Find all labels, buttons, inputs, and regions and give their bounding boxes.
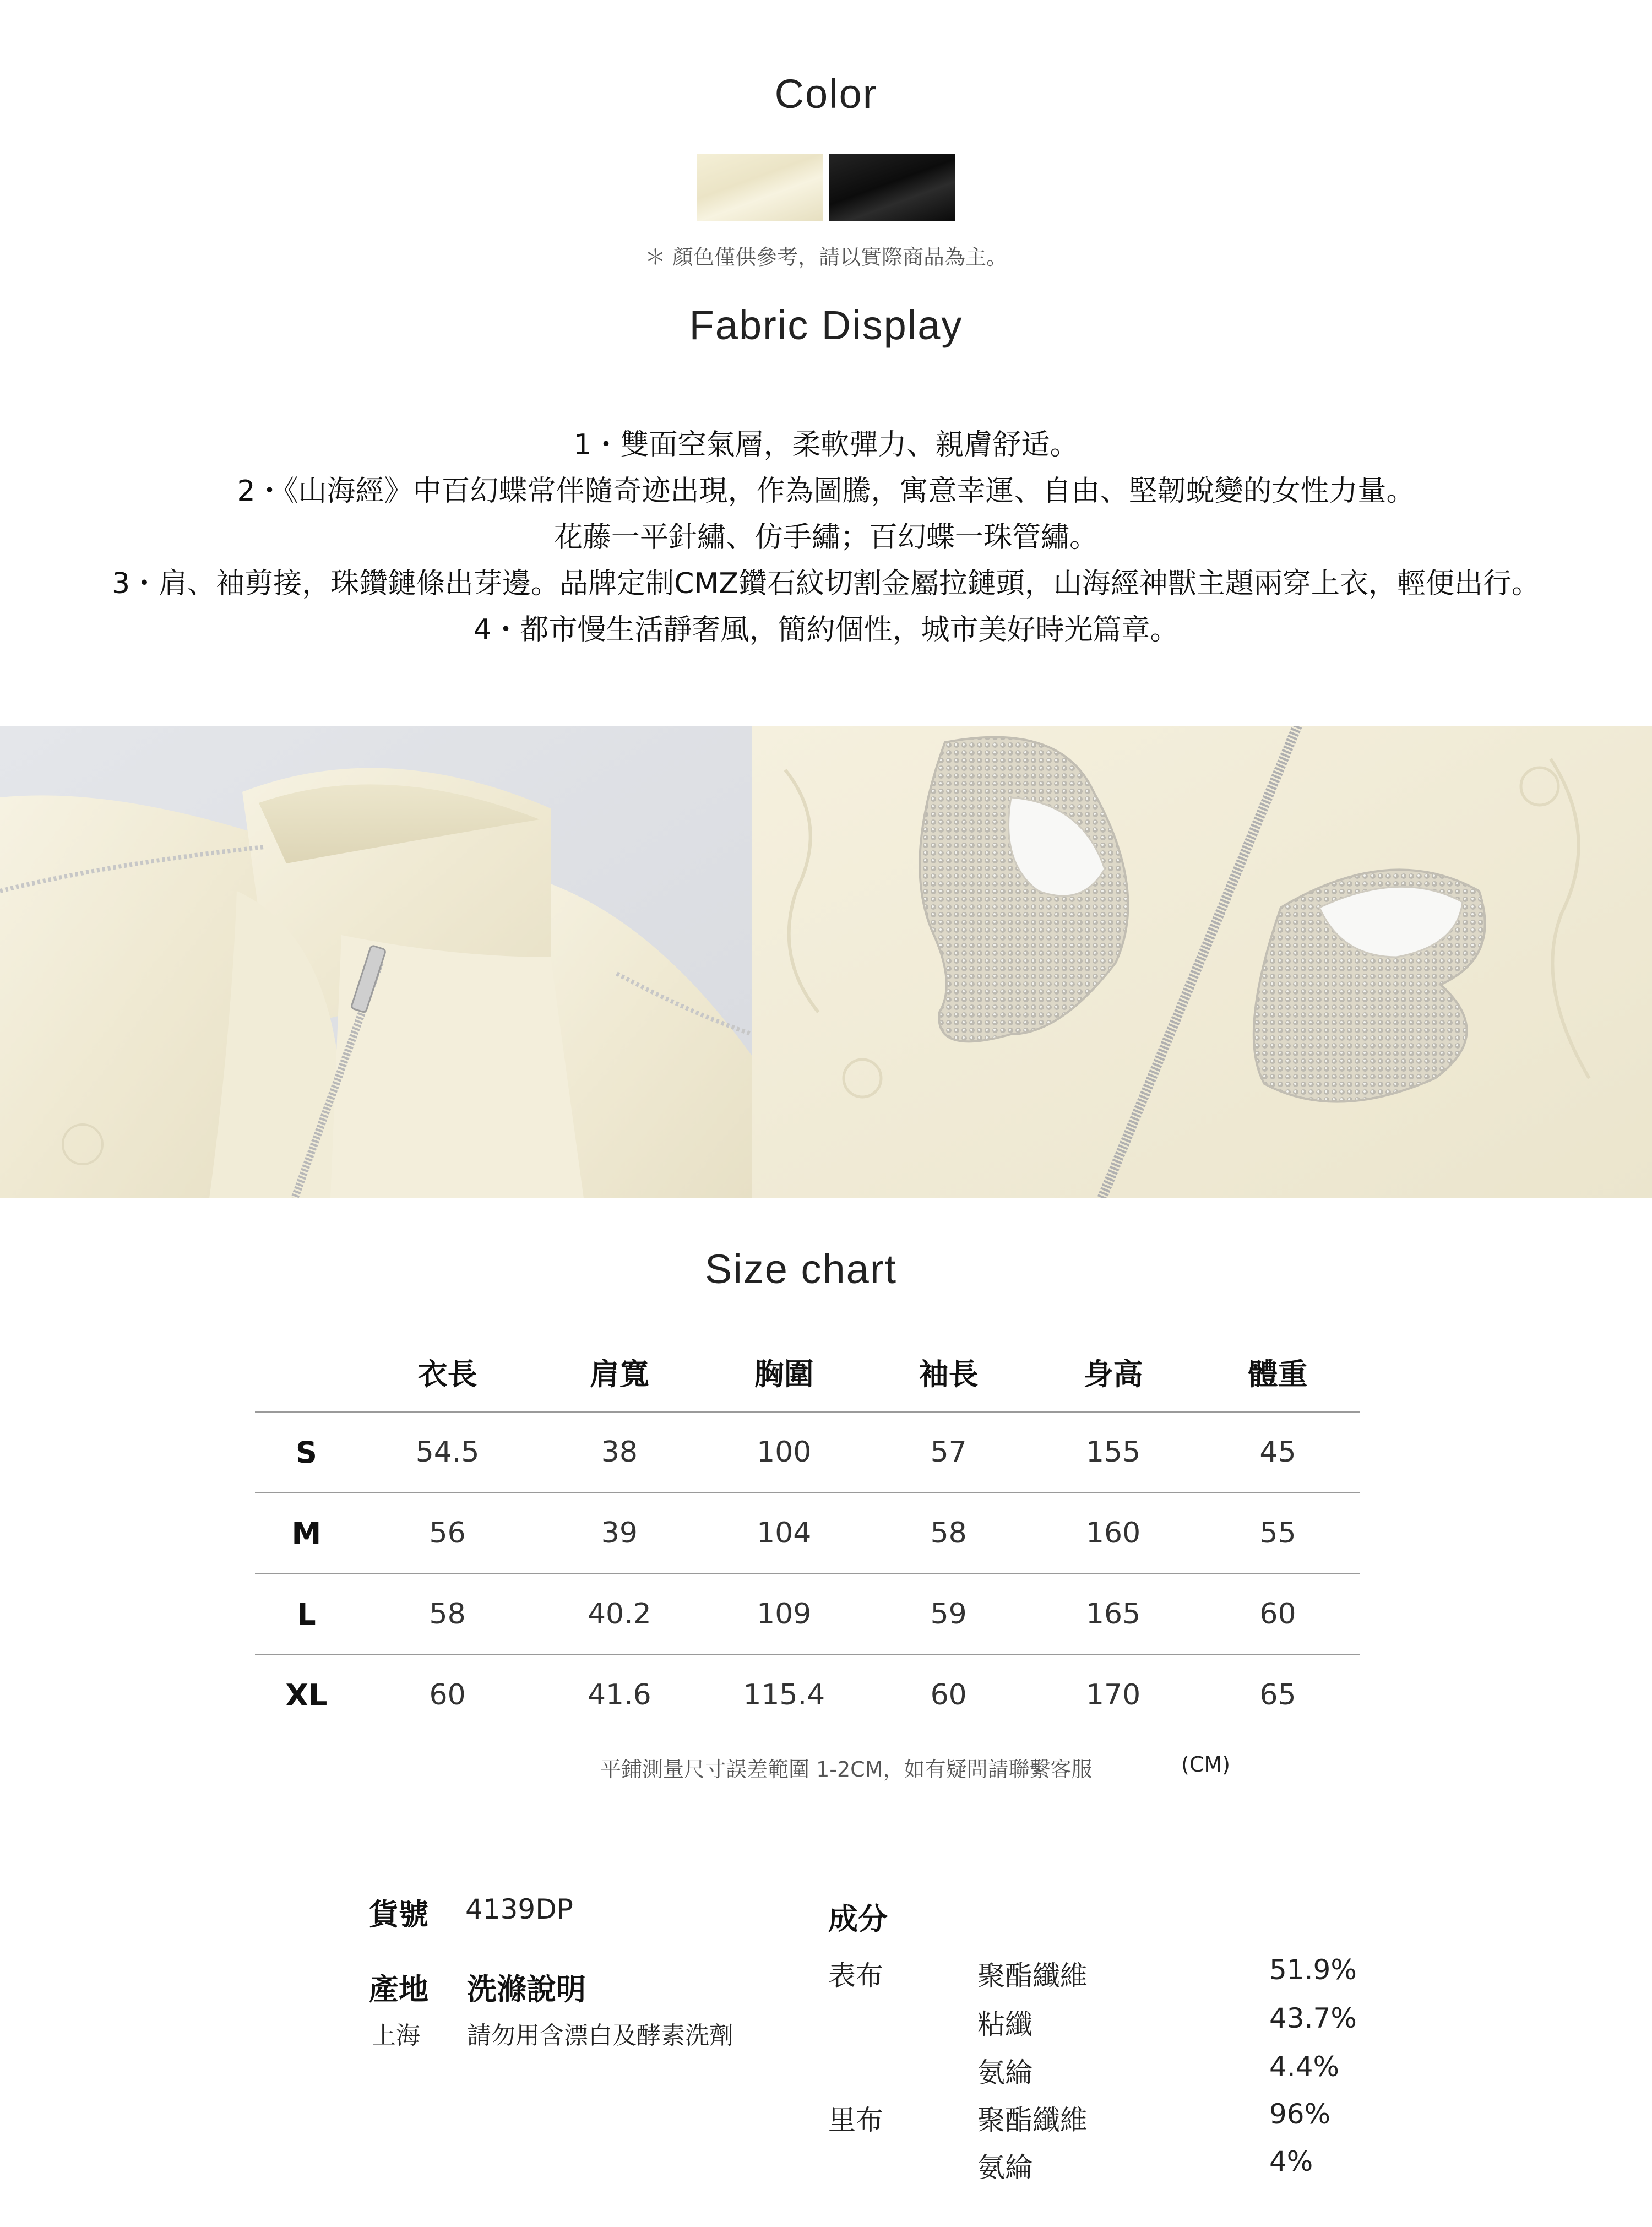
color-swatch-black[interactable] xyxy=(829,154,955,221)
size-col-header: 衣長 xyxy=(417,1356,477,1392)
size-value: 59 xyxy=(866,1574,1031,1655)
size-col-header: 肩寬 xyxy=(589,1356,649,1392)
size-col-header: 胸圍 xyxy=(754,1356,814,1392)
butterfly-embroidery-photo xyxy=(752,726,1652,1198)
table-row xyxy=(255,1655,1360,1735)
size-value: 58 xyxy=(358,1574,537,1655)
size-label: S xyxy=(255,1412,358,1493)
size-value: 60 xyxy=(866,1655,1031,1735)
feature-line: 3・肩、袖剪接，珠鑽鏈條出芽邊。品牌定制CMZ鑽石紋切割金屬拉鏈頭，山海經神獸主題兩穿上衣，輕便出行。 xyxy=(112,567,1540,600)
size-col-header-blank xyxy=(255,1333,358,1412)
size-value: 109 xyxy=(702,1574,866,1655)
size-value: 160 xyxy=(1031,1493,1195,1574)
size-chart-header-row xyxy=(255,1333,1360,1412)
size-chart-unit: (CM) xyxy=(1181,1752,1230,1777)
table-row xyxy=(255,1412,1360,1493)
size-col-header: 體重 xyxy=(1248,1356,1308,1392)
size-label: L xyxy=(255,1574,358,1655)
size-value: 39 xyxy=(537,1493,702,1574)
size-label: M xyxy=(255,1493,358,1574)
size-value: 155 xyxy=(1031,1412,1195,1493)
composition-percent: 43.7% xyxy=(1269,2002,1357,2034)
composition-fiber: 聚酯纖維 xyxy=(977,2104,1088,2136)
size-col-header: 袖長 xyxy=(919,1356,979,1392)
feature-line: 2・《山海經》中百幻蝶常伴隨奇迹出現，作為圖騰，寓意幸運、自由、堅韌蛻變的女性力量。 xyxy=(237,475,1415,508)
item-no-value: 4139DP xyxy=(465,1893,573,1925)
feature-line: 4・都市慢生活靜奢風，簡約個性，城市美好時光篇章。 xyxy=(473,613,1179,647)
size-value: 170 xyxy=(1031,1655,1195,1735)
table-row xyxy=(255,1574,1360,1655)
composition-percent: 96% xyxy=(1269,2098,1331,2130)
size-value: 65 xyxy=(1195,1655,1360,1735)
size-value: 40.2 xyxy=(537,1574,702,1655)
size-value: 54.5 xyxy=(358,1412,537,1493)
composition-label: 成分 xyxy=(828,1902,888,1936)
composition-fiber: 氨綸 xyxy=(977,2152,1032,2183)
size-value: 58 xyxy=(866,1493,1031,1574)
color-swatch-cream[interactable] xyxy=(697,154,823,221)
size-label: XL xyxy=(255,1655,358,1735)
size-value: 38 xyxy=(537,1412,702,1493)
size-chart-note: 平鋪測量尺寸誤差範圍 1-2CM，如有疑問請聯繫客服 xyxy=(600,1757,1093,1781)
size-value: 57 xyxy=(866,1412,1031,1493)
color-note: ＊ 顏色僅供參考，請以實際商品為主。 xyxy=(644,245,1008,269)
composition-part: 表布 xyxy=(828,1960,883,1992)
size-value: 104 xyxy=(702,1493,866,1574)
size-col-header: 身高 xyxy=(1083,1356,1143,1392)
care-label: 洗滌說明 xyxy=(467,1972,586,2007)
composition-percent: 4% xyxy=(1269,2145,1313,2177)
size-value: 56 xyxy=(358,1493,537,1574)
composition-percent: 4.4% xyxy=(1269,2051,1340,2083)
size-value: 165 xyxy=(1031,1574,1195,1655)
size-value: 41.6 xyxy=(537,1655,702,1735)
origin-value: 上海 xyxy=(372,2022,420,2050)
composition-fiber: 粘纖 xyxy=(977,2008,1032,2040)
feature-line: 花藤一平針繡、仿手繡；百幻蝶一珠管繡。 xyxy=(553,521,1098,554)
composition-fiber: 聚酯纖維 xyxy=(977,1960,1088,1992)
care-value: 請勿用含漂白及酵素洗劑 xyxy=(467,2022,733,2050)
collar-zipper-photo xyxy=(0,726,752,1198)
size-value: 60 xyxy=(358,1655,537,1735)
feature-line: 1・雙面空氣層，柔軟彈力、親膚舒适。 xyxy=(573,428,1079,461)
origin-label: 產地 xyxy=(369,1972,428,2007)
fabric-feature-list xyxy=(0,422,1652,653)
size-value: 45 xyxy=(1195,1412,1360,1493)
size-value: 100 xyxy=(702,1412,866,1493)
fabric-title: Fabric Display xyxy=(689,302,963,348)
size-chart-title: Size chart xyxy=(705,1246,898,1292)
size-value: 115.4 xyxy=(702,1655,866,1735)
composition-part: 里布 xyxy=(828,2104,883,2136)
size-value: 55 xyxy=(1195,1493,1360,1574)
table-row xyxy=(255,1493,1360,1574)
size-chart-table xyxy=(255,1333,1360,1735)
item-no-label: 貨號 xyxy=(369,1897,428,1932)
composition-percent: 51.9% xyxy=(1269,1954,1357,1986)
composition-fiber: 氨綸 xyxy=(977,2057,1032,2089)
size-value: 60 xyxy=(1195,1574,1360,1655)
color-title: Color xyxy=(774,71,878,117)
